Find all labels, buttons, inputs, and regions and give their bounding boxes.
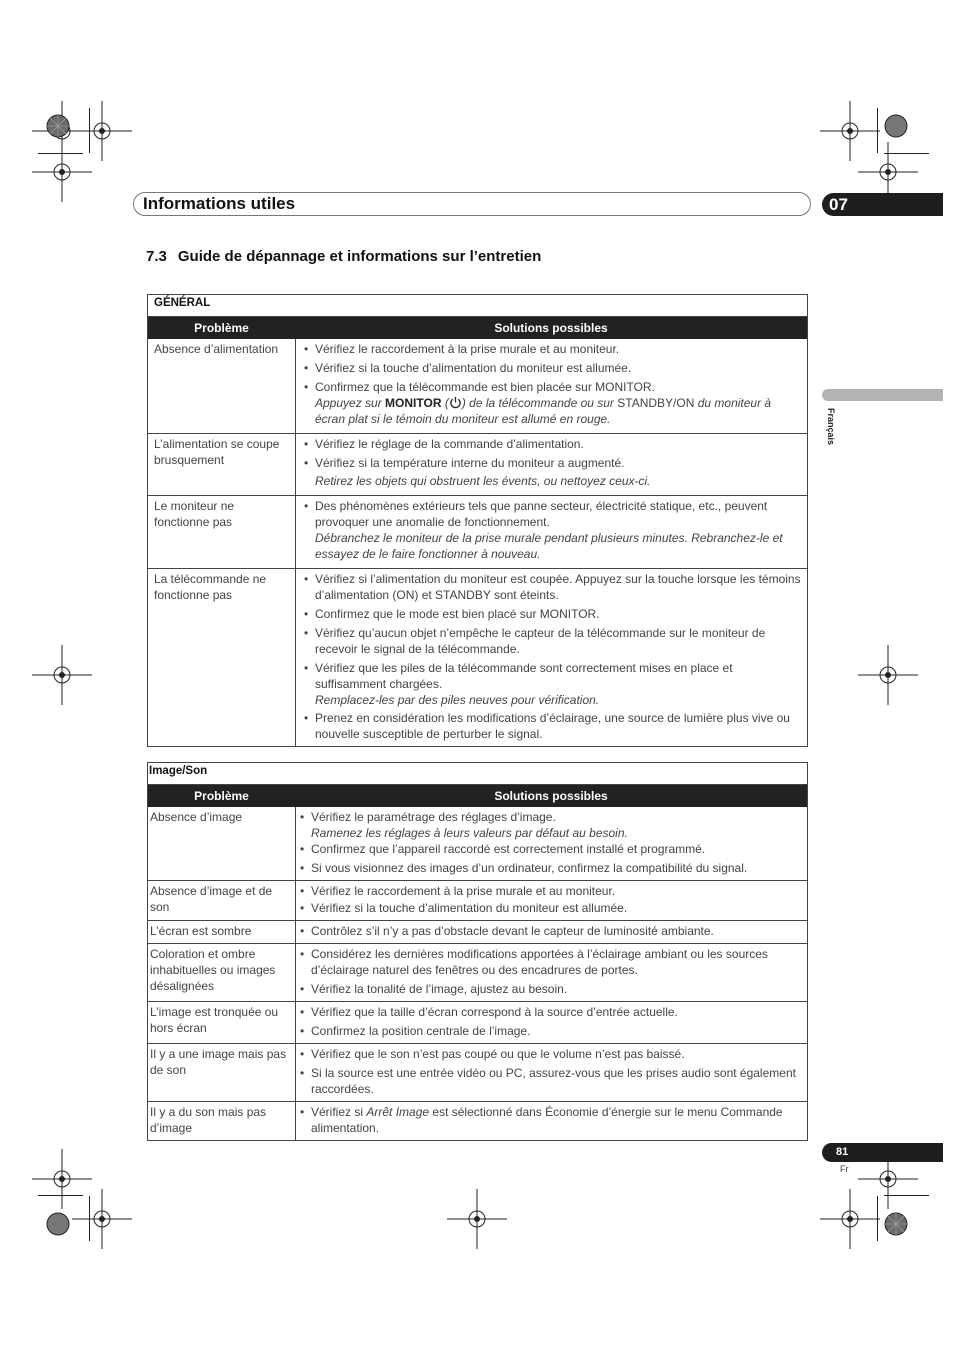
table-row [148,433,807,495]
bullet-icon: • [304,499,309,513]
problem-cell: Absence d’image [148,807,296,880]
bullet-icon: • [304,437,309,451]
solutions-cell [296,1002,807,1043]
color-target-icon [884,114,908,138]
solutions-cell [296,339,807,433]
bullet-icon: • [300,1047,305,1061]
chapter-tab [822,193,943,216]
list-item: • Si vous visionnez des images d’un ordinateur, confirmez la compatibilité du signal. [300,861,748,875]
table-row [148,1101,807,1140]
table-body [148,339,807,746]
note-text: Ramenez les réglages à leurs valeurs par défaut au besoin. [311,826,628,840]
note-text: Appuyez sur MONITOR ( ) de la télécommande ou sur STANDBY/ON du moniteur à écran plat si le témoin du moniteur est allumé en rouge. [315,396,772,426]
bullet-icon: • [304,380,309,394]
list-item: • Vérifiez si la touche d’alimentation du moniteur est allumée. [304,361,632,375]
list-item: • Des phénomènes extérieurs tels que panne secteur, électricité statique, etc., peuvent provoquer une anomalie de fonctionnement. [304,499,768,529]
table-row [148,495,807,568]
bullet-icon: • [300,982,305,996]
table-row [148,1001,807,1043]
list-item: • Vérifiez qu’aucun objet n’empêche le capteur de la télécommande sur le moniteur de recevoir le signal de la télécommande. [304,626,766,656]
page-language-code: Fr [840,1164,849,1174]
crop-mark [38,153,83,154]
problem-cell: L’image est tronquée ou hors écran [148,1002,296,1043]
crop-mark [89,1196,90,1241]
list-item: • Vérifiez que les piles de la télécommande sont correctement mises en place et suffisamment chargées. [304,661,733,691]
crop-mark [89,108,90,153]
bullet-icon: • [304,607,309,621]
bullet-icon: • [300,1105,305,1119]
header-title: Informations utiles [143,194,296,213]
problem-cell: Coloration et ombre inhabituelles ou images désalignées [148,944,296,1001]
solutions-cell [296,496,807,568]
table-caption: Image/Son [148,763,807,785]
list-item: • Vérifiez la tonalité de l’image, ajustez au besoin. [300,982,568,996]
table-general [147,294,808,747]
solutions-cell [296,434,807,495]
problem-cell: L’écran est sombre [148,921,296,943]
chapter-number: 07 [829,195,848,214]
table-header [148,785,807,807]
table-caption: GÉNÉRAL [148,295,807,317]
column-header-problem: Problème [194,789,249,803]
list-item: • Confirmez que l’appareil raccordé est correctement installé et programmé. [300,842,706,856]
table-row [148,807,807,880]
list-item: • Considérez les dernières modifications apportées à l’éclairage ambiant ou les sources d’éclairage naturel des fenêtres ou des encadrures de portes. [300,947,768,977]
solutions-cell [296,921,807,943]
table-row [148,943,807,1001]
problem-cell: Il y a une image mais pas de son [148,1044,296,1101]
problem-cell: Absence d’alimentation [148,339,296,433]
bullet-icon: • [300,861,305,875]
bullet-icon: • [304,456,309,470]
bullet-icon: • [300,1024,305,1038]
list-item: • Vérifiez le paramétrage des réglages d’image. [300,810,556,824]
note-text: Remplacez-les par des piles neuves pour vérification. [315,693,600,707]
bullet-icon: • [300,901,305,915]
solutions-cell [296,944,807,1001]
list-item: • Si la source est une entrée vidéo ou PC, assurez-vous que les prises audio sont également raccordées. [300,1066,796,1096]
bullet-icon: • [300,810,305,824]
bullet-icon: • [304,626,309,640]
table-row [148,568,807,746]
list-item: • Vérifiez le réglage de la commande d’alimentation. [304,437,584,451]
section-title [146,247,541,267]
problem-cell: L’alimentation se coupe brusquement [148,434,296,495]
column-header-solutions: Solutions possibles [494,321,608,335]
language-tab [822,389,943,401]
crop-mark [38,1195,83,1196]
bullet-icon: • [304,711,309,725]
list-item: • Vérifiez si Arrêt Image est sélectionné dans Économie d’énergie sur le menu Commande alimentation. [300,1105,783,1135]
table-body [148,807,807,1140]
list-item: • Vérifiez si la température interne du moniteur a augmenté. [304,456,625,470]
color-target-icon [46,114,70,138]
bullet-icon: • [300,1066,305,1080]
crop-mark [884,1195,929,1196]
list-item: • Vérifiez que le son n’est pas coupé ou que le volume n’est pas baissé. [300,1047,685,1061]
table-row [148,880,807,920]
bullet-icon: • [304,361,309,375]
table-row [148,1043,807,1101]
list-item: • Vérifiez le raccordement à la prise murale et au moniteur. [300,884,616,898]
language-label: Français [826,408,836,446]
bullet-icon: • [300,947,305,961]
color-target-icon [884,1212,908,1236]
bullet-icon: • [304,661,309,675]
bullet-icon: • [300,884,305,898]
problem-cell: Absence d’image et de son [148,881,296,920]
registration-mark-icon [72,1189,132,1249]
table-header [148,317,807,339]
list-item: • Contrôlez s’il n’y a pas d’obstacle devant le capteur de luminosité ambiante. [300,924,714,938]
table-row [148,339,807,433]
list-item: • Confirmez que le mode est bien placé sur MONITOR. [304,607,600,621]
registration-mark-icon [858,645,918,705]
bullet-icon: • [300,924,305,938]
page-number: 81 [836,1146,849,1158]
crop-mark [877,1196,878,1241]
table-image-son [147,762,808,1141]
section-number: 7.3 [146,248,167,265]
problem-cell: Il y a du son mais pas d’image [148,1102,296,1140]
list-item: • Confirmez la position centrale de l’image. [300,1024,531,1038]
solutions-cell [296,1044,807,1101]
column-header-solutions: Solutions possibles [494,789,608,803]
solutions-cell [296,1102,807,1140]
registration-mark-icon [820,1189,880,1249]
color-target-icon [46,1212,70,1236]
bullet-icon: • [304,342,309,356]
table-row [148,920,807,943]
section-title-text: Guide de dépannage et informations sur l’entretien [177,248,542,265]
running-header [133,192,811,216]
note-text: Débranchez le moniteur de la prise murale pendant plusieurs minutes. Rebranchez-le et essayez de le faire fonctionner à nouveau. [315,531,783,561]
solutions-cell [296,569,807,746]
solutions-cell [296,807,807,880]
power-icon [449,396,462,409]
problem-cell: Le moniteur ne fonctionne pas [148,496,296,568]
list-item: • Vérifiez le raccordement à la prise murale et au moniteur. [304,342,620,356]
bullet-icon: • [300,842,305,856]
list-item: • Confirmez que la télécommande est bien placée sur MONITOR. [304,380,655,394]
crop-mark [884,153,929,154]
column-header-problem: Problème [194,321,249,335]
note-text: Retirez les objets qui obstruent les évents, ou nettoyez ceux-ci. [315,474,651,488]
page-number-tab [822,1143,943,1162]
registration-mark-icon [447,1189,507,1249]
bullet-icon: • [300,1005,305,1019]
list-item: • Vérifiez si la touche d’alimentation du moniteur est allumée. [300,901,628,915]
list-item: • Prenez en considération les modifications d’éclairage, une source de lumière plus vive ou nouvelle susceptible de perturber le signal. [304,711,790,741]
problem-cell: La télécommande ne fonctionne pas [148,569,296,746]
bullet-icon: • [304,572,309,586]
solutions-cell [296,881,807,920]
crop-mark [877,108,878,153]
registration-mark-icon [32,645,92,705]
list-item: • Vérifiez si l’alimentation du moniteur est coupée. Appuyez sur la touche lorsque les témoins d’alimentation (ON) et STANDBY sont éteints. [304,572,801,602]
list-item: • Vérifiez que la taille d’écran correspond à la source d’entrée actuelle. [300,1005,678,1019]
registration-mark-icon [32,142,92,202]
